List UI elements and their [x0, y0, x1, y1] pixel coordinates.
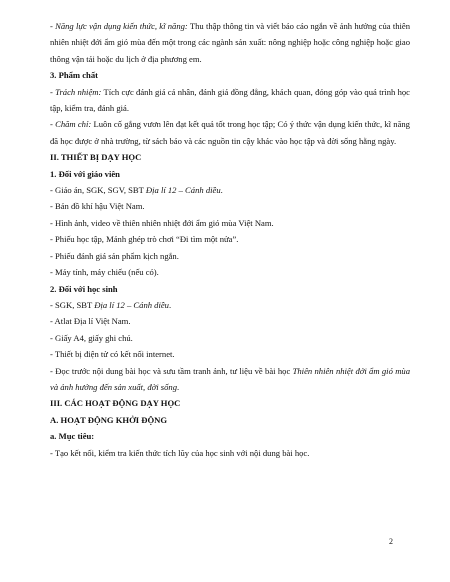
heading-giao-vien: 1. Đối với giáo viên — [50, 168, 120, 179]
paragraph-label: - Trách nhiệm: — [50, 86, 102, 97]
paragraph-label: - Năng lực vận dụng kiến thức, kĩ năng: — [50, 21, 188, 31]
paragraph-cham-chi — [50, 116, 410, 149]
list-item-text: . — [168, 299, 172, 310]
heading-pham-chat: 3. Phẩm chất — [50, 70, 98, 81]
heading-khoi-dong: A. HOẠT ĐỘNG KHỞI ĐỘNG — [50, 414, 168, 425]
list-item-gv-2: - Bản đồ khí hậu Việt Nam. — [50, 201, 145, 212]
list-item-gv-6: - Máy tính, máy chiếu (nếu có). — [50, 267, 159, 278]
list-item-gv-4: - Phiếu học tập, Mảnh ghép trò chơi “Đi tìm một nửa”. — [50, 234, 239, 245]
paragraph-text: Luôn cố gắng vươn lên đạt kết quả tốt trong học tập; Có ý thức vận dụng kiến thức, kĩ năng đã học được ở nhà trường, từ sách báo và các nguồn tin cậy khác vào học tập và đời sống hằng ngày. — [50, 119, 410, 146]
heading-muc-tieu: a. Mục tiêu: — [50, 431, 95, 442]
paragraph-label: - Chăm chỉ: — [50, 119, 92, 130]
paragraph-nang-luc — [50, 18, 410, 67]
heading-hoat-dong: III. CÁC HOẠT ĐỘNG DẠY HỌC — [50, 398, 181, 409]
list-item-text: - Giáo án, SGK, SGV, SBT — [50, 185, 146, 196]
book-title: Địa lí 12 – Cánh diều — [145, 185, 221, 196]
list-item-hs-2: - Atlat Địa lí Việt Nam. — [50, 316, 131, 327]
list-item-gv-1 — [50, 182, 410, 198]
list-item-text: - Đọc trước nội dung bài học và sưu tầm tranh ảnh, tư liệu về bài học — [50, 365, 293, 376]
list-item-hs-1 — [50, 297, 410, 313]
paragraph-trach-nhiem — [50, 84, 410, 117]
page-number: 2 — [389, 537, 393, 546]
heading-thiet-bi: II. THIẾT BỊ DẠY HỌC — [50, 152, 142, 163]
lesson-title: Thiên nhiên nhiệt đới ẩm gió mùa và ảnh hưởng đến sản xuất, đời sống — [50, 365, 410, 392]
list-item-gv-5: - Phiếu đánh giá sản phẩm kịch ngắn. — [50, 250, 179, 261]
heading-hoc-sinh: 2. Đối với học sinh — [50, 283, 118, 294]
paragraph-muc-tieu: - Tạo kết nối, kiểm tra kiến thức tích lũy của học sinh với nội dung bài học. — [50, 447, 310, 458]
list-item-gv-3: - Hình ảnh, video về thiên nhiên nhiệt đới ẩm gió mùa Việt Nam. — [50, 217, 274, 228]
list-item-hs-4: - Thiết bị điện tử có kết nối internet. — [50, 349, 175, 360]
list-item-hs-3: - Giấy A4, giấy ghi chú. — [50, 332, 133, 343]
list-item-hs-5 — [50, 363, 410, 396]
paragraph-text: Thu thập thông tin và viết báo cáo ngắn về ảnh hưởng của thiên nhiên nhiệt đới ẩm gió mùa đến một trong các ngành sản xuất: nông nghiệp hoặc công nghiệp hoặc giao thông vận tải hoặc du lịch ở địa phương em. — [50, 21, 411, 64]
document-body — [50, 18, 410, 461]
paragraph-text: Tích cực đánh giá cá nhân, đánh giá đồng đẳng, khách quan, đóng góp vào quá trình học tập, kiểm tra, đánh giá. — [50, 86, 410, 114]
list-item-text: - SGK, SBT — [50, 299, 95, 310]
book-title: Địa lí 12 – Cánh diều — [94, 299, 169, 310]
list-item-text: . — [220, 185, 223, 196]
list-item-text: . — [177, 381, 180, 392]
